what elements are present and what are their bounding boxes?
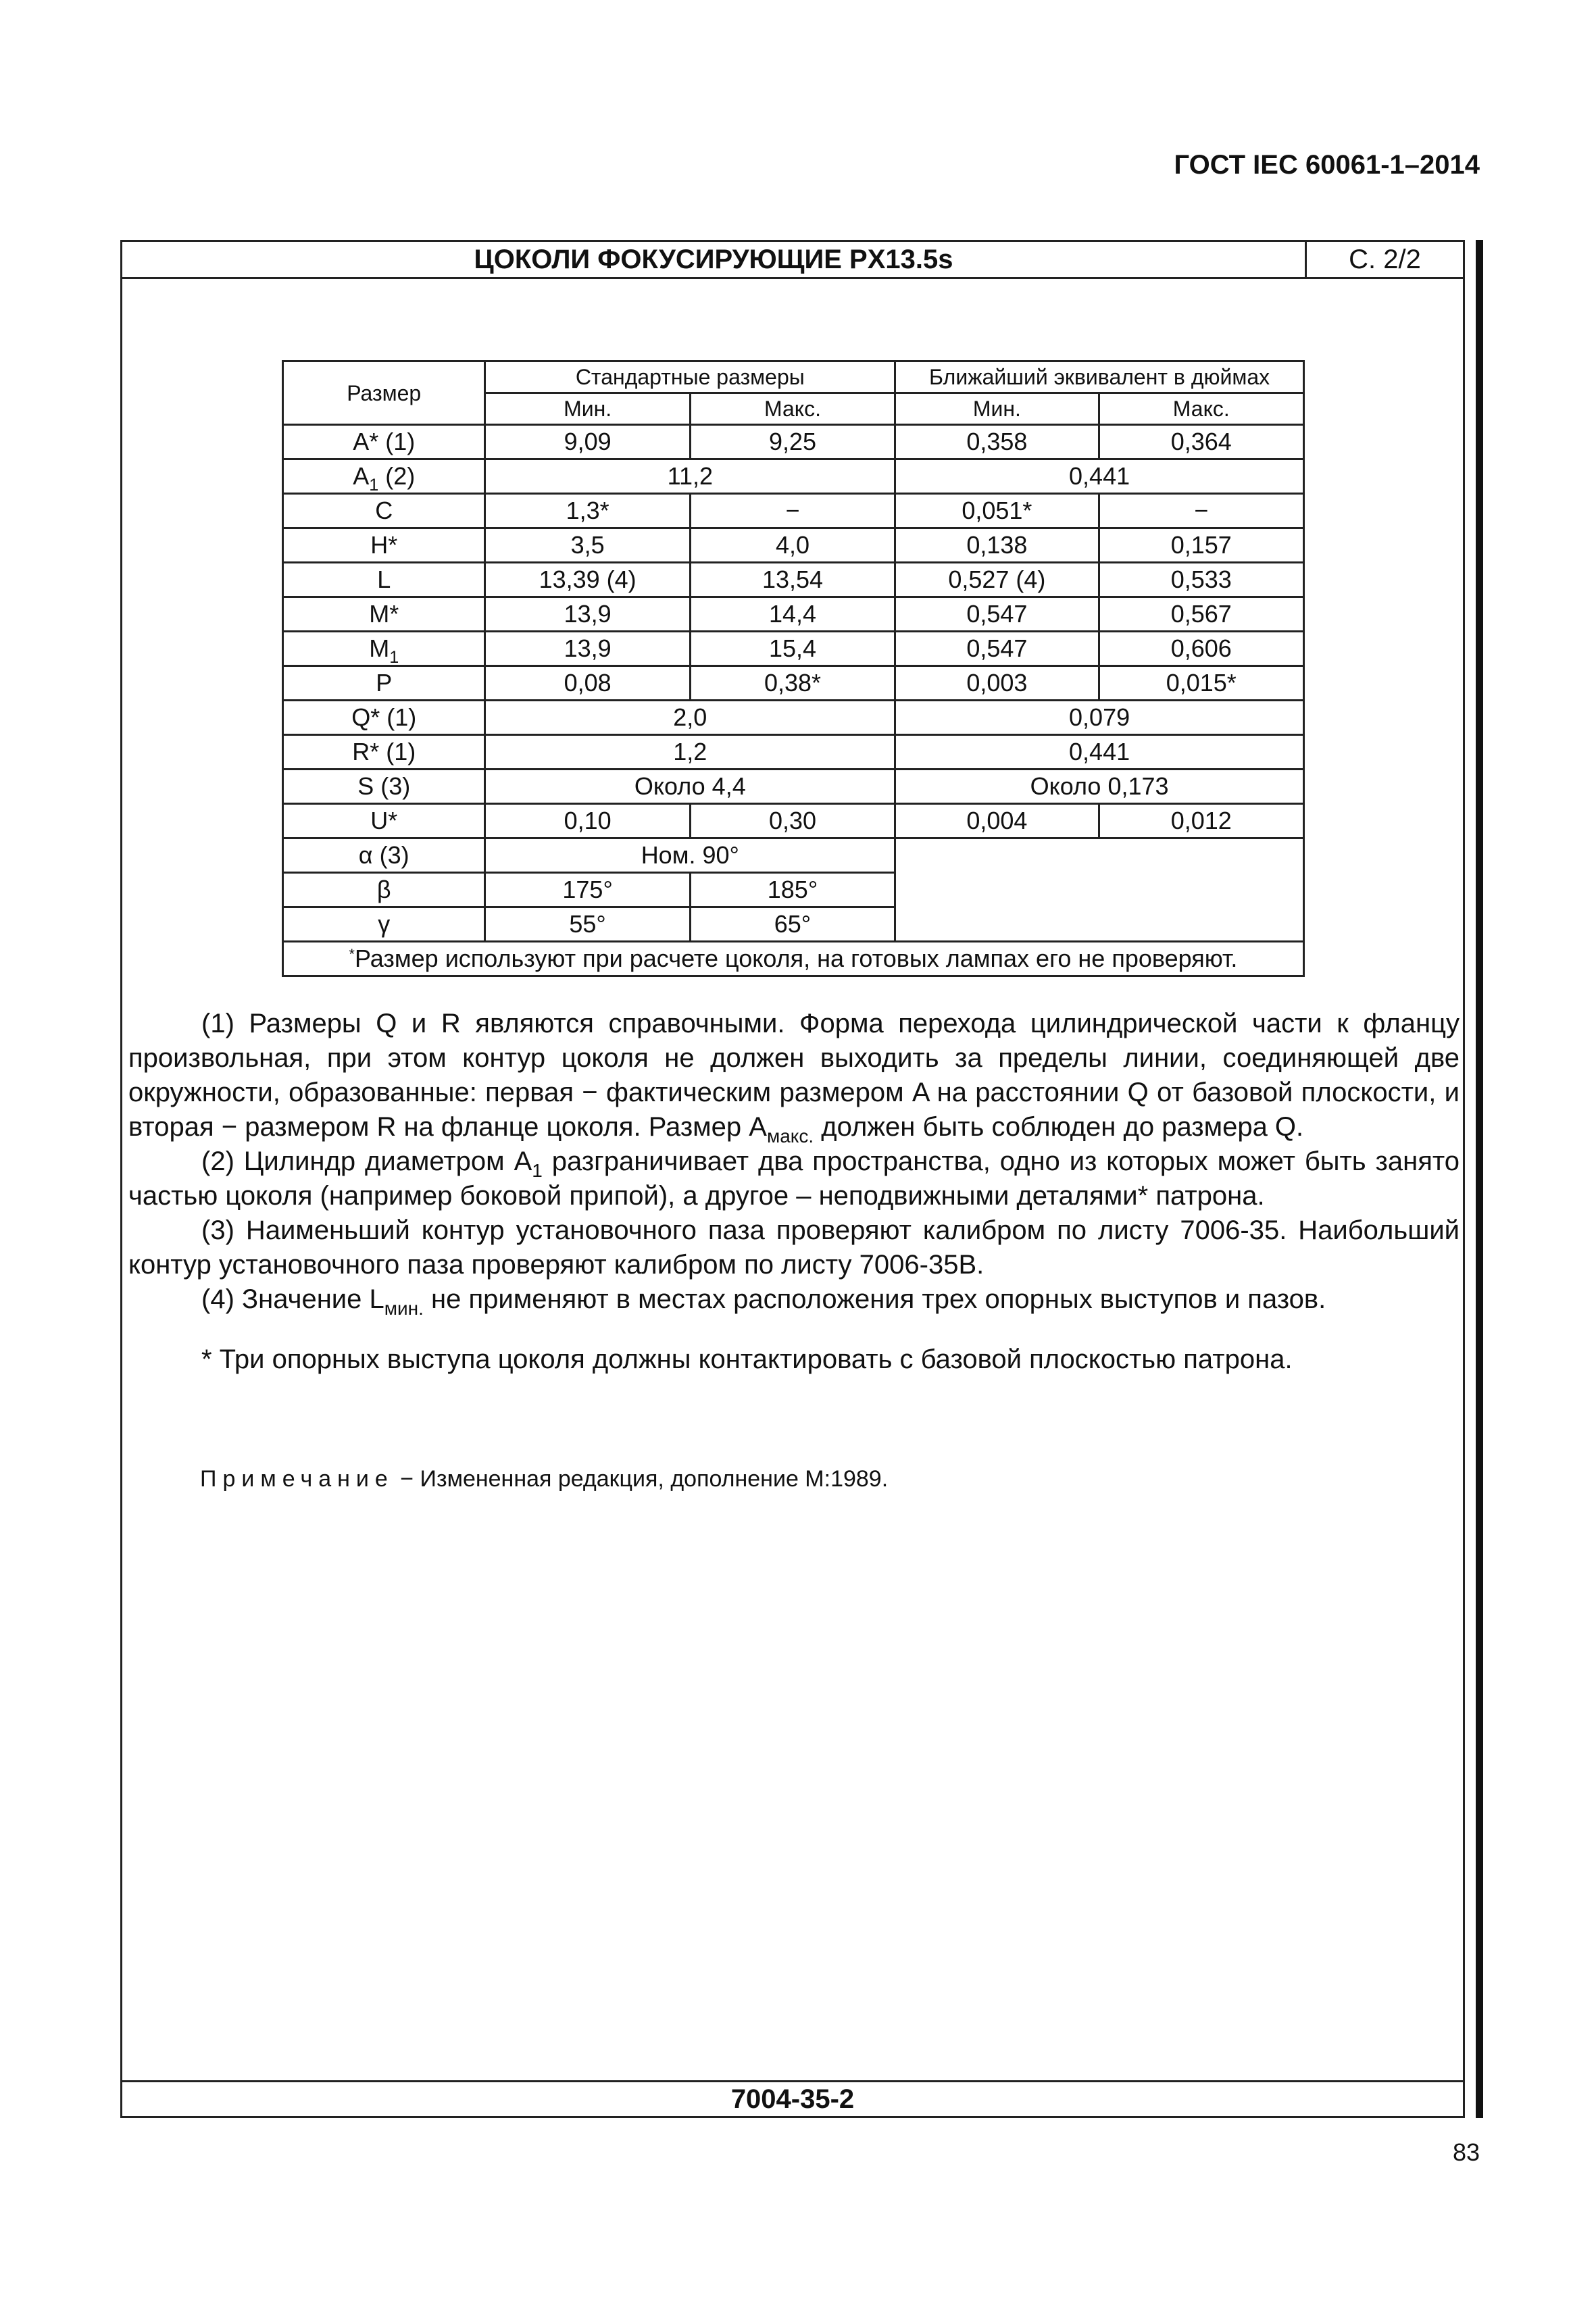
table-row xyxy=(283,804,1304,838)
table-row xyxy=(283,597,1304,632)
cell: 0,10 xyxy=(485,804,690,838)
note-2: (2) Цилиндр диаметром $A_1$ разграничивает два пространства, одно из которых может быть занято частью цоколя (например боковой припой), а другое – неподвижными деталями* патрона. xyxy=(128,1147,1460,1211)
cell: 0,30 xyxy=(690,804,895,838)
table-footnote-row xyxy=(283,942,1304,976)
cell: 9,09 xyxy=(485,425,690,459)
row-label: M* xyxy=(283,597,485,632)
header-inch-equivalent: Ближайший эквивалент в дюймах xyxy=(895,361,1304,393)
cell: − xyxy=(1099,494,1303,528)
sheet-number: 7004-35-2 xyxy=(730,2084,855,2114)
cell: 0,606 xyxy=(1099,632,1303,666)
table-row xyxy=(283,735,1304,770)
cell: 0,567 xyxy=(1099,597,1303,632)
cell: 2,0 xyxy=(485,701,895,735)
cell: 0,533 xyxy=(1099,563,1303,597)
cell: 13,39 (4) xyxy=(485,563,690,597)
cell: 0,004 xyxy=(895,804,1099,838)
row-label: H* xyxy=(283,528,485,563)
table-row xyxy=(283,528,1304,563)
cell: 175° xyxy=(485,873,690,907)
cell: 15,4 xyxy=(690,632,895,666)
table-row xyxy=(283,494,1304,528)
header-std-min: Мин. xyxy=(485,393,690,425)
dimensions-table xyxy=(282,360,1305,977)
note-1: (1) Размеры Q и R являются справочными. Форма перехода цилиндрической части к фланцу произвольная, при этом контур цоколя не должен выходить за пределы линии, соединяющей две окружности, образованные: первая − фактическим размером A на расстоянии Q от базовой плоскости, и вторая − размером R на фланце цоколя. Размер $A_{макс.}$ должен быть соблюден до размера Q. xyxy=(128,1009,1460,1147)
cell: 11,2 xyxy=(485,459,895,494)
remark xyxy=(200,1466,888,1492)
cell: 0,079 xyxy=(895,701,1304,735)
sheet-title: ЦОКОЛИ ФОКУСИРУЮЩИЕ PX13.5s xyxy=(474,245,953,274)
row-label: β xyxy=(283,873,485,907)
cell: 14,4 xyxy=(690,597,895,632)
cell: 13,9 xyxy=(485,597,690,632)
cell: 1,3* xyxy=(485,494,690,528)
cell: 3,5 xyxy=(485,528,690,563)
cell: 0,015* xyxy=(1099,666,1303,701)
table-row xyxy=(283,459,1304,494)
row-label: L xyxy=(283,563,485,597)
remark-label: Примечание xyxy=(200,1466,394,1492)
table-row xyxy=(283,563,1304,597)
table-row xyxy=(283,632,1304,666)
row-label: γ xyxy=(283,907,485,942)
row-label: Q* (1) xyxy=(283,701,485,735)
cell: 0,364 xyxy=(1099,425,1303,459)
header-inch-min: Мин. xyxy=(895,393,1099,425)
table-row xyxy=(283,770,1304,804)
cell: 9,25 xyxy=(690,425,895,459)
row-label: A* (1) xyxy=(283,425,485,459)
sheet-header xyxy=(122,242,1463,279)
row-label: P xyxy=(283,666,485,701)
table-row xyxy=(283,666,1304,701)
page-number: 83 xyxy=(1452,2138,1480,2166)
cell: Ном. 90° xyxy=(485,838,895,873)
cell: 0,547 xyxy=(895,632,1099,666)
sheet-page: С. 2/2 xyxy=(1349,245,1421,274)
table-row xyxy=(283,838,1304,873)
sheet-footer xyxy=(122,2080,1463,2116)
table-footnote: *Размер используют при расчете цоколя, на готовых лампах его не проверяют. xyxy=(283,942,1304,976)
cell: Около 0,173 xyxy=(895,770,1304,804)
row-label: S (3) xyxy=(283,770,485,804)
row-label: $A_1$ (2) xyxy=(283,459,485,494)
row-label: U* xyxy=(283,804,485,838)
frame-right-bar xyxy=(1476,240,1483,2118)
note-4: (4) Значение $L_{мин.}$ не применяют в местах расположения трех опорных выступов и пазов. xyxy=(201,1284,1326,1319)
cell: 0,051* xyxy=(895,494,1099,528)
cell: 185° xyxy=(690,873,895,907)
notes-block xyxy=(128,1007,1460,1377)
header-inch-max: Макс. xyxy=(1099,393,1303,425)
table-row xyxy=(283,425,1304,459)
remark-text: − Измененная редакция, дополнение M:1989. xyxy=(393,1466,889,1492)
cell: 0,441 xyxy=(895,735,1304,770)
empty-cell xyxy=(895,838,1304,942)
row-label: $M_1$ xyxy=(283,632,485,666)
cell: − xyxy=(690,494,895,528)
header-size: Размер xyxy=(283,361,485,425)
cell: 0,358 xyxy=(895,425,1099,459)
note-3: (3) Наименьший контур установочного паза проверяют калибром по листу 7006-35. Наибольший контур установочного паза проверяют калибром по листу 7006-35B. xyxy=(128,1215,1460,1280)
cell: 4,0 xyxy=(690,528,895,563)
row-label: C xyxy=(283,494,485,528)
cell: 0,003 xyxy=(895,666,1099,701)
cell: 65° xyxy=(690,907,895,942)
table-header-row xyxy=(283,361,1304,393)
cell: 0,012 xyxy=(1099,804,1303,838)
cell: 0,441 xyxy=(895,459,1304,494)
cell: 0,527 (4) xyxy=(895,563,1099,597)
cell: 55° xyxy=(485,907,690,942)
cell: 0,157 xyxy=(1099,528,1303,563)
header-standard-sizes: Стандартные размеры xyxy=(485,361,895,393)
cell: 13,54 xyxy=(690,563,895,597)
standard-number: ГОСТ IEC 60061-1–2014 xyxy=(1174,150,1480,180)
table-row xyxy=(283,701,1304,735)
cell: Около 4,4 xyxy=(485,770,895,804)
cell: 0,08 xyxy=(485,666,690,701)
cell: 13,9 xyxy=(485,632,690,666)
row-label: R* (1) xyxy=(283,735,485,770)
cell: 0,38* xyxy=(690,666,895,701)
header-std-max: Макс. xyxy=(690,393,895,425)
cell: 1,2 xyxy=(485,735,895,770)
cell: 0,547 xyxy=(895,597,1099,632)
row-label: α (3) xyxy=(283,838,485,873)
asterisk-note: * Три опорных выступа цоколя должны контактировать с базовой плоскостью патрона. xyxy=(201,1344,1293,1374)
cell: 0,138 xyxy=(895,528,1099,563)
